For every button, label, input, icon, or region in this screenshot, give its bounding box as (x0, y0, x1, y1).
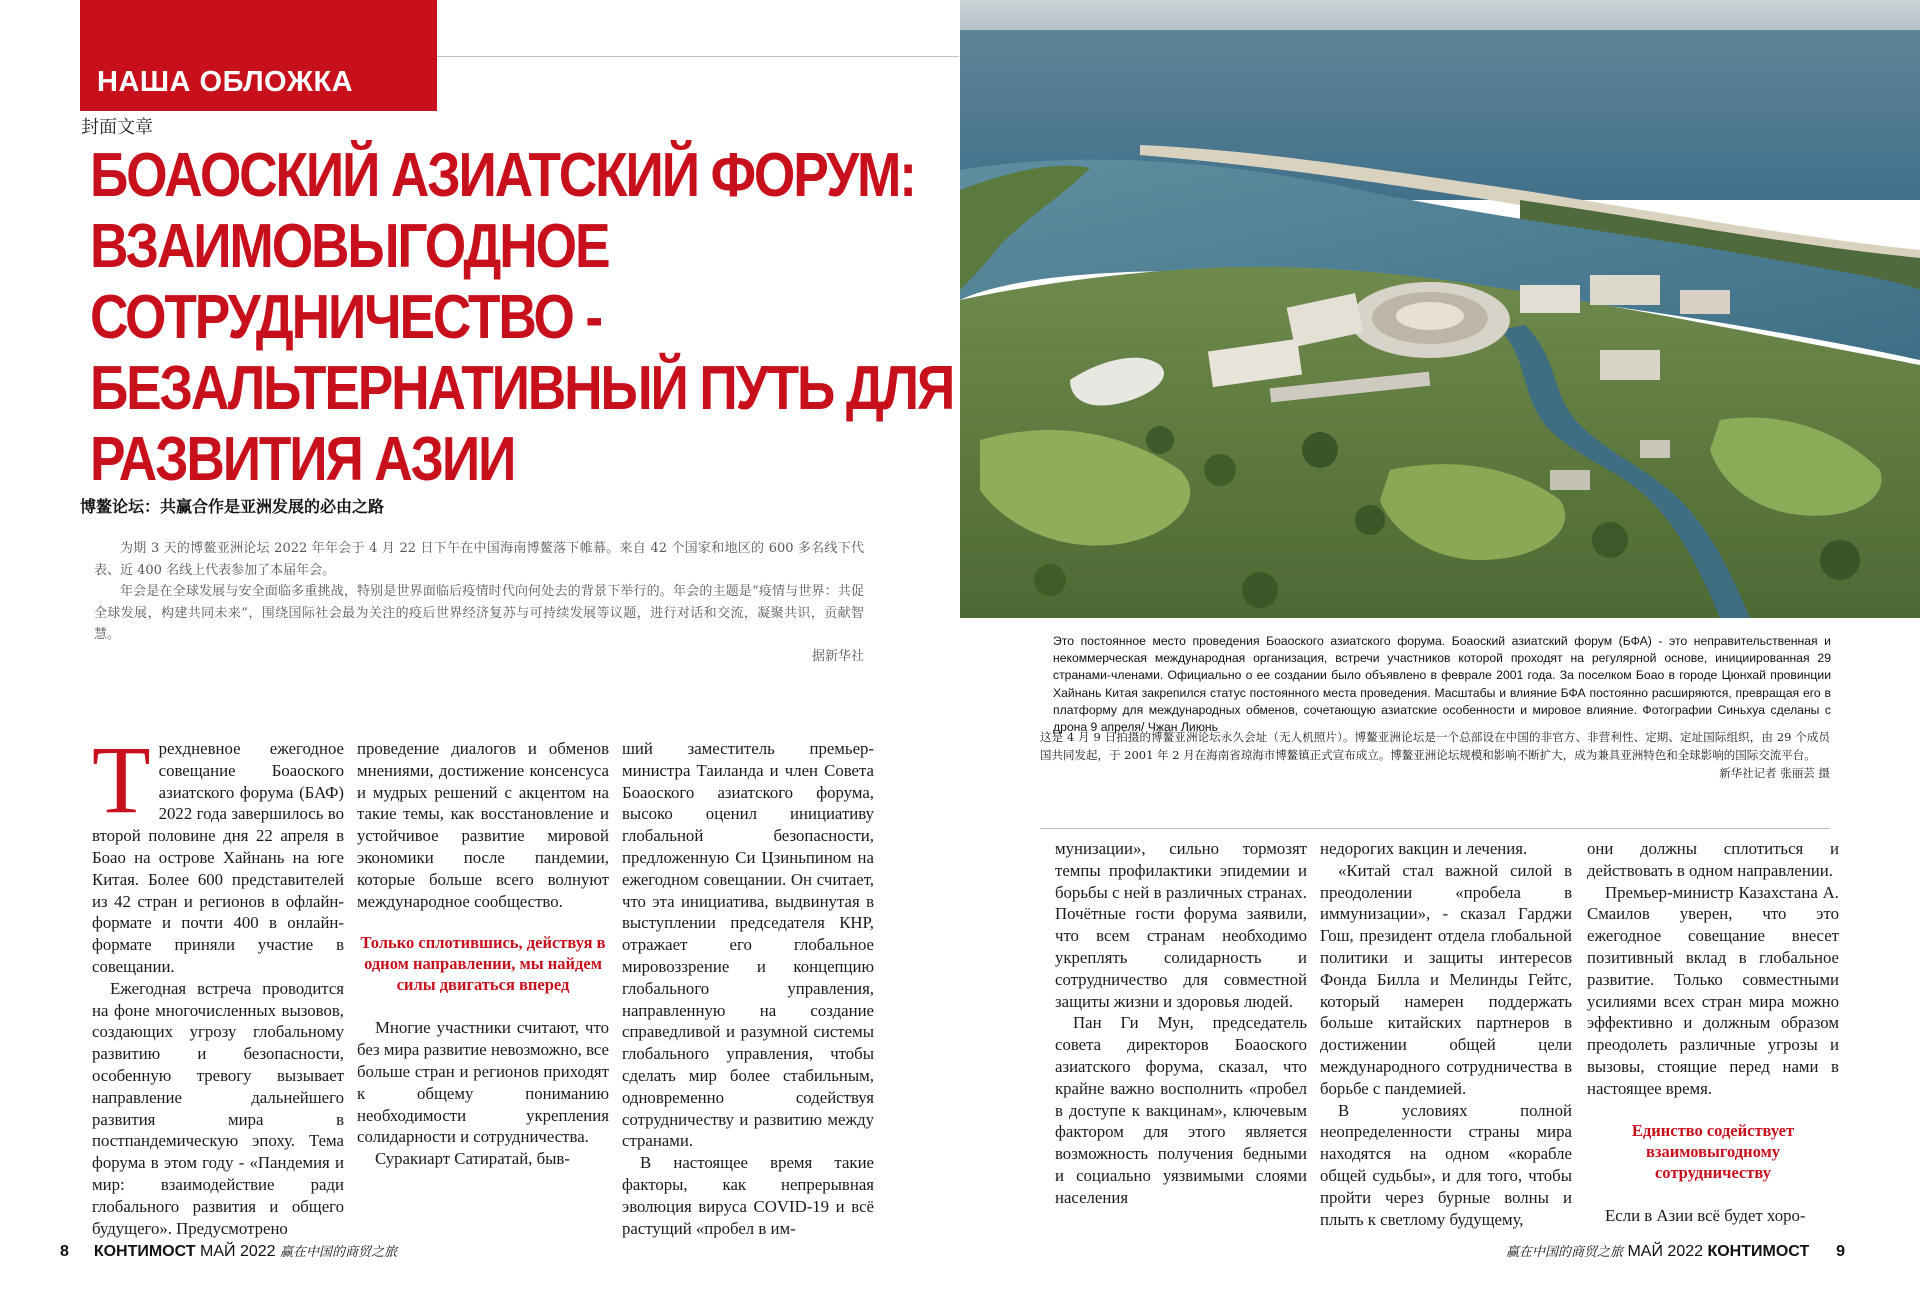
intro-cn-paragraph: 年会是在全球发展与安全面临多重挑战，特别是世界面临后疫情时代向何处去的背景下举行的。年会的主题是“疫情与世界：共促全球发展，构建共同未来”，围绕国际社会最为关注的疫后世界经济复苏与可持续发展等议题，进行对话和交流，凝聚共识，贡献智慧。 (94, 584, 864, 642)
caption-cn-text: 这是 4 月 9 日拍摄的博鳌亚洲论坛永久会址（无人机照片）。博鳌亚洲论坛是一个总部设在中国的非官方、非营利性、定期、定址国际组织，由 29 个成员国共同发起，于 2001 年 2 月在海南省琼海市博鳌镇正式宣布成立。博鳌亚洲论坛规模和影响不断扩大，成为兼具亚洲特色和全球影响的国际交流平台。 (1040, 730, 1830, 762)
headline-cn: 博鳌论坛：共赢合作是亚洲发展的必由之路 (80, 497, 385, 516)
article-paragraph: «Китай стал важной силой в преодолении «пробела в иммунизации», - сказал Гарджи Гош, президент отдела глобальной политики и защиты интересов Фонда Билла и Мелинды Гейтс, который намерен поддержать больше китайских партнеров в достижении общей цели международного сотрудничества в борьбе с пандемией. (1320, 860, 1572, 1098)
photo-caption-cn (1040, 728, 1830, 782)
article-paragraph: Если в Азии всё будет хоро- (1605, 1205, 1806, 1225)
article-paragraph: Пан Ги Мун, председатель совета директоров Боаоского азиатского форума, сказал, что крайне важно восполнить «пробел в доступе к вакцинам», ключевым фактором для этого является возможность получения бедными и социально уязвимыми слоями населения (1055, 1013, 1307, 1207)
pull-quote: Единство содействует взаимовыгодному сотрудничеству (1631, 1120, 1795, 1182)
headline-line: БОАОСКИЙ АЗИАТСКИЙ ФОРУМ: (90, 141, 915, 210)
aerial-photo (960, 0, 1920, 618)
intro-cn (94, 538, 864, 667)
article-column-3 (622, 738, 874, 1239)
magazine-slogan-cn: 赢在中国的商贸之旅 (1506, 1245, 1624, 1260)
article-column-5 (1320, 838, 1572, 1230)
drop-cap: Т (92, 726, 151, 833)
headline-line: БЕЗАЛЬТЕРНАТИВНЫЙ ПУТЬ ДЛЯ (90, 354, 954, 423)
magazine-name: КОНТИМОСТ (1707, 1243, 1810, 1260)
article-paragraph: Ежегодная встреча проводится на фоне многочисленных вызовов, создающих угрозу глобальному развитию и безопасности, особенную тревогу вызывает направление дальнейшего развития мира в постпандемическую эпоху. Тема форума в этом году - «Пандемия и мир: взаимодействие ради глобального развития и общего будущего». Предусмотрено (92, 978, 344, 1238)
article-paragraph: недорогих вакцин и лечения. (1320, 839, 1528, 858)
article-paragraph: Многие участники считают, что без мира развитие невозможно, все больше стран и регионов приходят к общему пониманию необходимости укрепления солидарности и сотрудничества. (357, 1018, 609, 1147)
article-paragraph: мунизации», сильно тормозят темпы профилактики эпидемии и борьбы с ней в различных странах. Почётные гости форума заявили, что всем странам необходимо укреплять солидарность и сотрудничество для совместной защиты жизни и здоровья людей. (1055, 839, 1307, 1011)
headline-line: ВЗАИМОВЫГОДНОЕ (90, 212, 609, 281)
paragraph-text: рехдневное ежегодное совещание Боаоского азиатского форума (БАФ) 2022 года завершилось во второй половине дня 22 апреля в Боао на острове Хайнань на юге Китая. Более 600 представителей из 42 стран и регионов в офлайн-формате и почти 400 в онлайн-формате приняли участие в совещании. (92, 739, 344, 976)
article-column-1 (92, 726, 344, 1239)
article-paragraph: проведение диалогов и обменов мнениями, достижение консенсуса и мудрых решений с акцентом на такие темы, как восстановление и устойчивое развитие мировой экономики после пандемии, которые больше всего волнуют международное сообщество. (357, 739, 609, 911)
photo-credit-cn: 新华社记者 张丽芸 摄 (1719, 766, 1830, 780)
magazine-name: КОНТИМОСТ (93, 1243, 196, 1260)
article-paragraph: В условиях полной неопределенности страны мира находятся на одном «корабле общей судьбы», и для того, чтобы пройти через бурные волны и плыть к светлому будущему, (1320, 1100, 1572, 1229)
headline-line: СОТРУДНИЧЕСТВО - (90, 283, 601, 352)
intro-cn-paragraph: 为期 3 天的博鳌亚洲论坛 2022 年年会于 4 月 22 日下午在中国海南博鳌落下帷幕。来自 42 个国家和地区的 600 多名线下代表、近 400 名线上代表参加了本届年会。 (94, 541, 864, 578)
photo-caption: Это постоянное место проведения Боаоского азиатского форума. Боаоский азиатский форум (БФА) - это неправительственная и некоммерческая международная организация, встречи участников которой проходят на регулярной основе, инициированная 29 странами-членами. Официально о ее создании было объявлено в феврале 2001 года. За поселком Боао в городе Цюнхай провинции Хайнань Китая закрепился статус постоянного места проведения. Масштабы и влияние БФА постоянно расширяются, превращая его в платформу для международных обменов, сочетающую азиатские особенности и мировое влияние. Фотографии Синьхуа сделаны с дрона 9 апреля/ Чжан Лиюнь (1053, 634, 1831, 735)
article-headline (90, 140, 954, 495)
caption-rule (1040, 828, 1830, 829)
footer-right (1506, 1241, 1845, 1261)
article-paragraph: Премьер-министр Казахстана А. Смаилов уверен, что это ежегодное совещание внесет позитивный вклад в глобальное развитие. Только совместными усилиями всех стран мира можно эффективно и должным образом преодолеть различные угрозы и вызовы, стоящие перед нами в настоящее время. (1587, 882, 1839, 1098)
top-rule (437, 56, 959, 57)
article-paragraph (92, 726, 344, 978)
page-number: 8 (60, 1243, 69, 1260)
intro-cn-source: 据新华社 (811, 648, 864, 664)
section-label: НАША ОБЛОЖКА (97, 66, 354, 98)
issue-date: МАЙ 2022 (200, 1243, 276, 1260)
issue-date: МАЙ 2022 (1627, 1243, 1704, 1260)
aerial-photo-illustration (960, 0, 1920, 618)
article-paragraph: они должны сплотиться и действовать в одном направлении. (1587, 839, 1839, 880)
footer-left (60, 1241, 397, 1261)
section-label-cn: 封面文章 (81, 117, 153, 138)
article-paragraph: Суракиарт Сатиратай, быв- (375, 1149, 570, 1169)
article-paragraph: ший заместитель премьер-министра Таиланда и член Совета Боаоского азиатского форума, высоко оценил инициативу глобальной безопасности, предложенную Си Цзиньпином на ежегодном совещании. Он считает, что эта инициатива, выдвинутая в выступлении председателя КНР, отражает его глобальное мировоззрение и концепцию глобального управления, направленную на создание справедливой и разумной системы глобального управления, чтобы сделать мир более стабильным, одновременно содействуя сотрудничеству и развитию между странами. (622, 739, 874, 1151)
article-column-4 (1055, 838, 1307, 1209)
magazine-slogan-cn: 赢在中国的商贸之旅 (280, 1245, 398, 1260)
pull-quote: Только сплотившись, действуя в одном направлении, мы найдем силы двигаться вперед (360, 933, 606, 995)
page-number: 9 (1836, 1243, 1846, 1260)
article-paragraph: В настоящее время такие факторы, как непрерывная эволюция вируса COVID-19 и всё растущий «пробел в им- (622, 1153, 874, 1238)
article-column-6 (1587, 838, 1839, 1226)
article-column-2 (357, 738, 609, 1170)
headline-line: РАЗВИТИЯ АЗИИ (90, 425, 515, 494)
